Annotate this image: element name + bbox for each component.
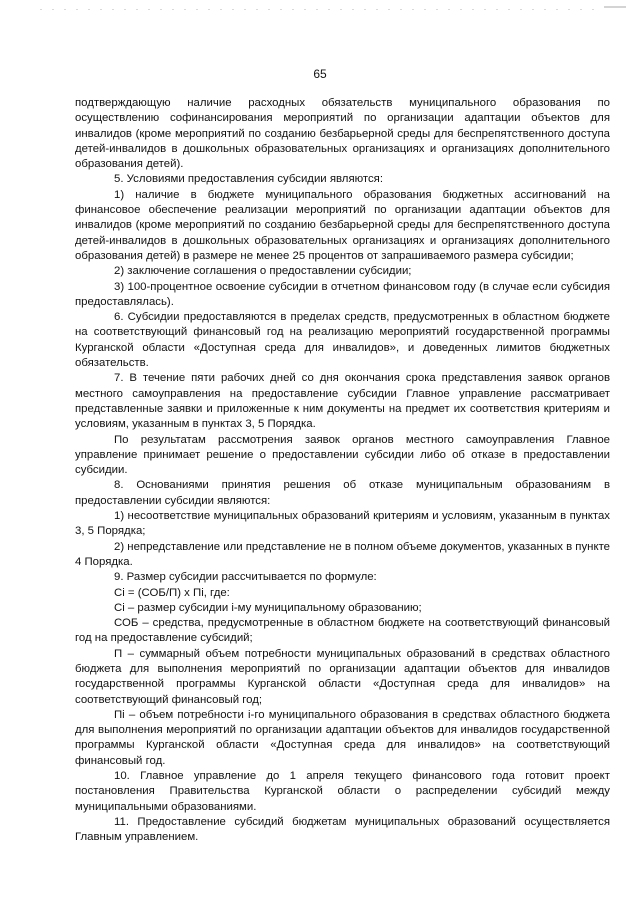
paragraph: Сi = (СОБ/П) х Пi, где: (114, 586, 230, 599)
paragraph: Пi – объем потребности i-го муниципального образования в средствах областного бюджета для выполнения мероприятий по организации адаптации объектов для инвалидов государственной программы Курганской области «Доступная среда для инвалидов» на соответствующий финансовый год. (75, 708, 610, 767)
paragraph: Сi – размер субсидии i-му муниципальному образованию; (114, 601, 422, 614)
paragraph: 8. Основаниями принятия решения об отказе муниципальным образованиям в предоставлении субсидии являются: (75, 479, 610, 507)
paragraph: 10. Главное управление до 1 апреля текущего финансового года готовит проект постановления Правительства Курганской области о распределении субсидий между муниципальными образованиями. (75, 770, 610, 813)
scan-artifact-corner (604, 6, 626, 8)
paragraph: 9. Размер субсидии рассчитывается по формуле: (114, 571, 377, 584)
document-body (75, 96, 610, 846)
paragraph: 3) 100-процентное освоение субсидии в отчетном финансовом году (в случае если субсидия предоставлялась). (75, 280, 610, 308)
paragraph: подтверждающую наличие расходных обязательств муниципального образования по осуществлению софинансирования мероприятий по организации адаптации объектов для инвалидов (кроме мероприятий по созданию безбарьерной среды для беспрепятственного доступа детей-инвалидов в дошкольных образовательных организациях и организациях дополнительного образования детей). (75, 97, 610, 171)
paragraph: 11. Предоставление субсидий бюджетам муниципальных образований осуществляется Главным управлением. (75, 815, 610, 844)
scan-artifact (40, 9, 600, 10)
paragraph: П – суммарный объем потребности муниципальных образований в средствах областного бюджета для выполнения мероприятий по организации адаптации объектов для инвалидов государственной программы Курганской области «Доступная среда для инвалидов» на соответствующий финансовый год; (75, 647, 610, 706)
page-number: 65 (313, 67, 327, 81)
paragraph: 6. Субсидии предоставляются в пределах средств, предусмотренных в областном бюджете на соответствующий финансовый год на реализацию мероприятий государственной программы Курганской области «Доступная среда для инвалидов», и доведенных лимитов бюджетных обязательств. (75, 311, 610, 370)
paragraph: По результатам рассмотрения заявок органов местного самоуправления Главное управление принимает решение о предоставлении субсидии либо об отказе в предоставлении субсидии. (75, 433, 610, 477)
paragraph: 2) заключение соглашения о предоставлении субсидии; (114, 265, 412, 278)
paragraph: СОБ – средства, предусмотренные в областном бюджете на соответствующий финансовый год на предоставление субсидий; (75, 617, 610, 645)
paragraph: 7. В течение пяти рабочих дней со дня окончания срока представления заявок органов местного самоуправления на предоставление субсидии Главное управление рассматривает представленные заявки и приложенные к ним документы на предмет их соответствия критериям и условиям, указанным в пунктах 3, 5 Порядка. (75, 372, 610, 431)
paragraph: 2) непредставление или представление не в полном объеме документов, указанных в пункте 4 Порядка. (75, 540, 610, 568)
paragraph: 5. Условиями предоставления субсидии являются: (114, 173, 384, 186)
paragraph: 1) несоответствие муниципальных образований критериям и условиям, указанным в пунктах 3, 5 Порядка; (75, 510, 610, 538)
paragraph: 1) наличие в бюджете муниципального образования бюджетных ассигнований на финансовое обеспечение реализации мероприятий по организации адаптации объектов для инвалидов (кроме мероприятий по созданию безбарьерной среды для беспрепятственного доступа детей-инвалидов в дошкольных образовательных организациях и организациях дополнительного образования детей) в размере не менее 25 процентов от запрашиваемого размера субсидии; (75, 188, 610, 262)
